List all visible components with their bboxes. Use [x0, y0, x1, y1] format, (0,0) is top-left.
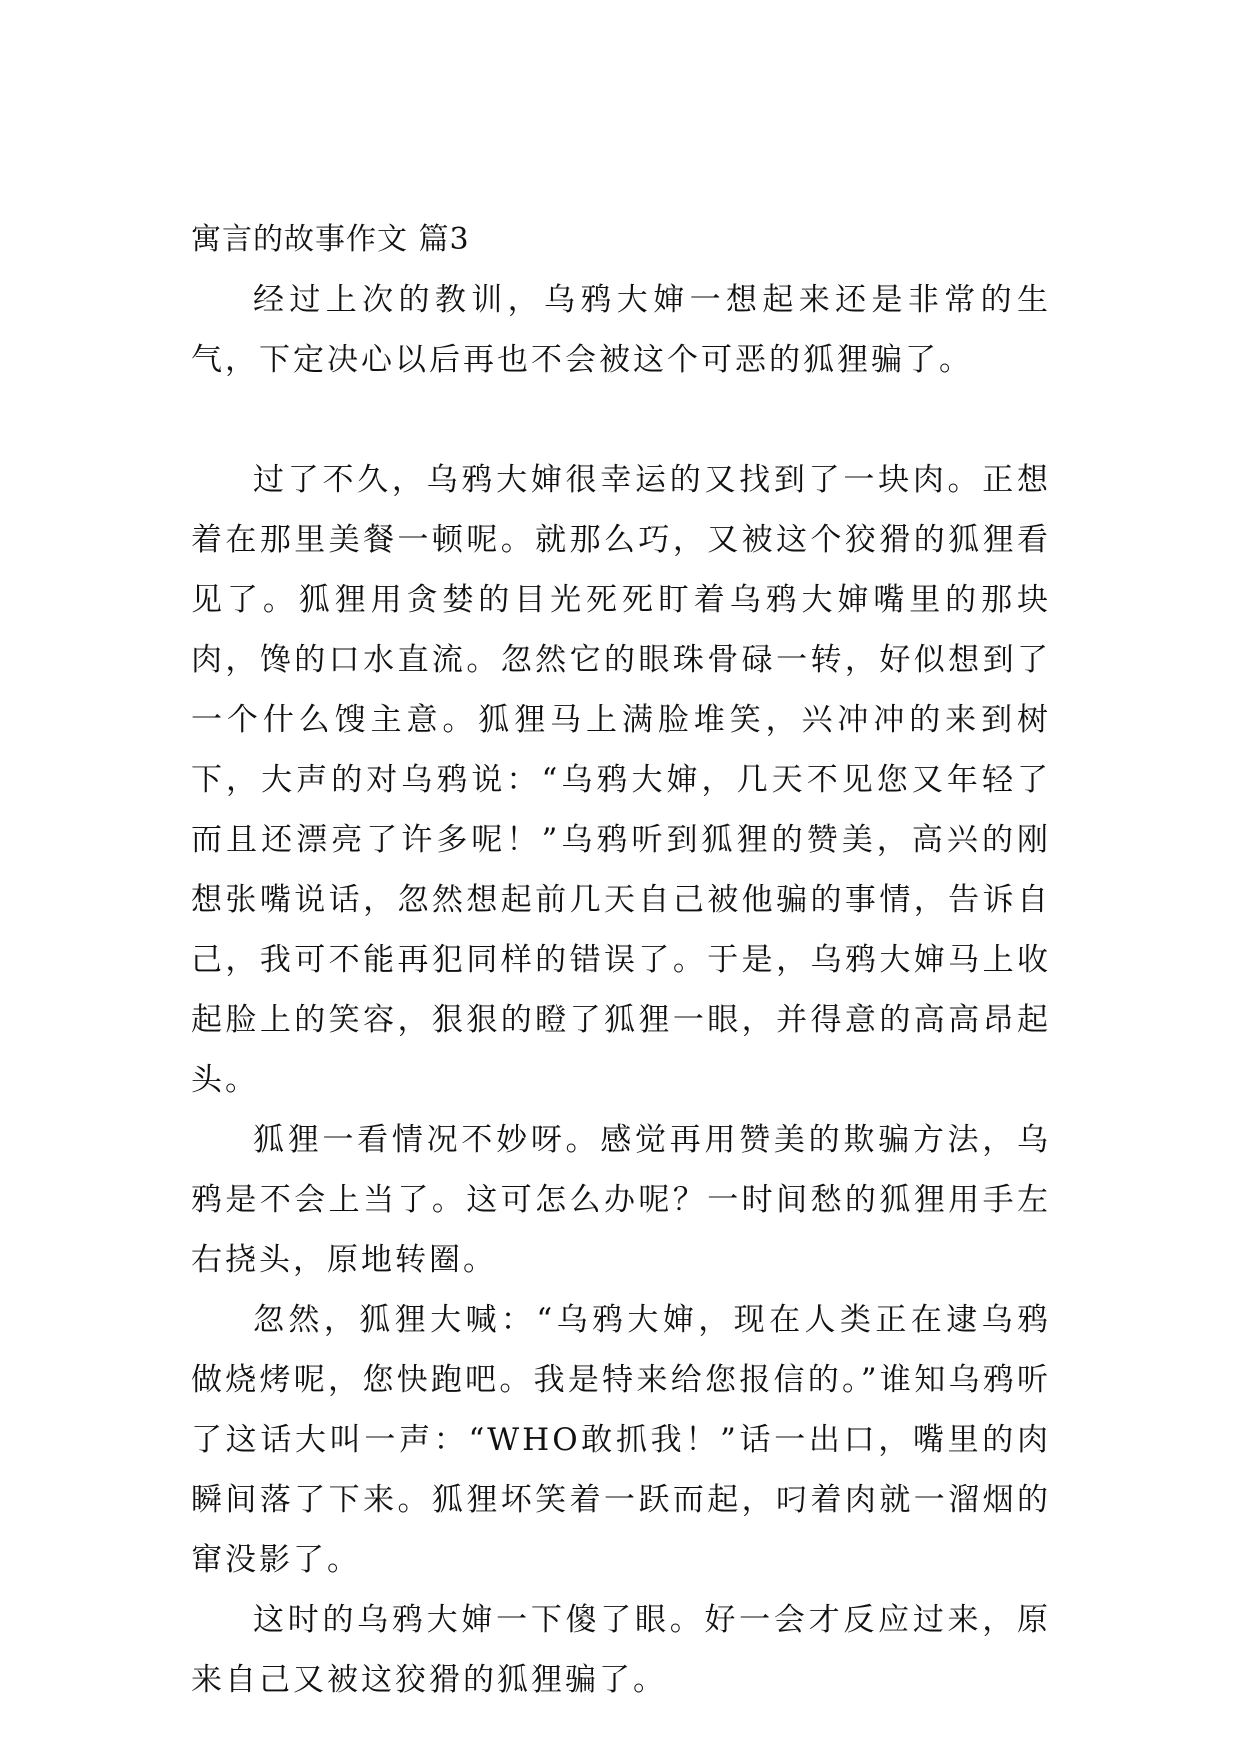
paragraph: 过了不久，乌鸦大婶很幸运的又找到了一块肉。正想着在那里美餐一顿呢。就那么巧，又被这个狡猾的狐狸看见了。狐狸用贪婪的目光死死盯着乌鸦大婶嘴里的那块肉，馋的口水直流。忽然它的眼珠骨碌一转，好似想到了一个什么馊主意。狐狸马上满脸堆笑，兴冲冲的来到树下，大声的对乌鸦说：“乌鸦大婶，几天不见您又年轻了而且还漂亮了许多呢！”乌鸦听到狐狸的赞美，高兴的刚想张嘴说话，忽然想起前几天自己被他骗的事情，告诉自己，我可不能再犯同样的错误了。于是，乌鸦大婶马上收起脸上的笑容，狠狠的瞪了狐狸一眼，并得意的高高昂起头。 — [191, 462, 1051, 1098]
document-body — [191, 218, 1051, 1710]
paragraph: 狐狸一看情况不妙呀。感觉再用赞美的欺骗方法，乌鸦是不会上当了。这可怎么办呢？一时间愁的狐狸用手左右挠头，原地转圈。 — [191, 1122, 1051, 1278]
paragraph: 忽然，狐狸大喊：“乌鸦大婶，现在人类正在逮乌鸦做烧烤呢，您快跑吧。我是特来给您报信的。”谁知乌鸦听了这话大叫一声：“WHO敢抓我！”话一出口，嘴里的肉瞬间落了下来。狐狸坏笑着一跃而起，叼着肉就一溜烟的窜没影了。 — [191, 1302, 1051, 1578]
paragraph-spacer — [191, 390, 1051, 450]
document-title: 寓言的故事作文 篇3 — [191, 222, 470, 257]
paragraph: 这时的乌鸦大婶一下傻了眼。好一会才反应过来，原来自己又被这狡猾的狐狸骗了。 — [191, 1602, 1051, 1698]
paragraph: 经过上次的教训，乌鸦大婶一想起来还是非常的生气，下定决心以后再也不会被这个可恶的狐狸骗了。 — [191, 282, 1051, 378]
